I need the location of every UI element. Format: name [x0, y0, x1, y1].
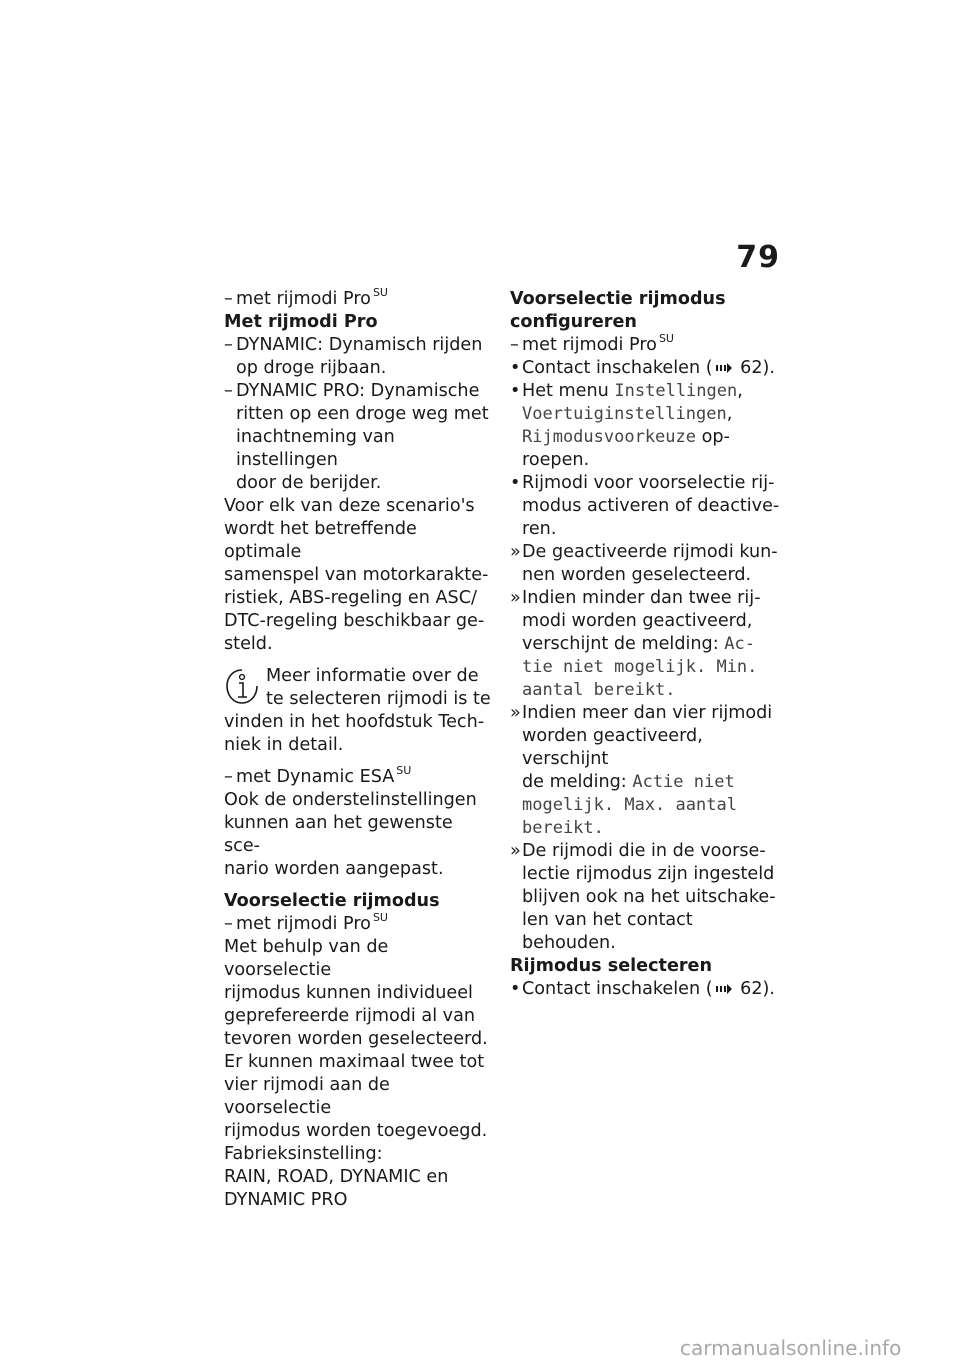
info-icon — [224, 667, 260, 707]
rijmodi-pro-condition-right: – met rijmodi Pro $^{SU}$ — [510, 334, 785, 357]
right-column — [510, 288, 785, 1001]
heading-voorselectie: Voorselectie rijmodus — [224, 891, 440, 911]
page-number: 79 — [736, 240, 780, 275]
voorselectie-paragraph: Met behulp van de voorselectie rijmodus kunnen individueel geprefereerde rijmodi al van tevoren worden geselecteerd. Er kunnen maximaal twee tot vier rijmodi aan de voorselectie rijmodus worden toegevoegd. Fabrieksinstelling: RAIN, ROAD, DYNAMIC en DYNAMIC PRO — [224, 937, 488, 1210]
rijmodi-pro-condition-2: – met rijmodi Pro $^{SU}$ — [224, 913, 492, 936]
heading-met-rijmodi-pro: Met rijmodi Pro — [224, 312, 378, 332]
esa-condition: – met Dynamic ESA $^{SU}$ — [224, 766, 492, 789]
result-retained: » De rijmodi die in de voorse- lectie rijmodus zijn ingesteld blijven ook na het uitschake- len van het contact behouden. — [510, 840, 785, 955]
scenario-paragraph: Voor elk van deze scenario's wordt het betreffende optimale samenspel van motorkarakte- ristiek, ABS-regeling en ASC/ DTC-regeling beschikbaar ge- steld. — [224, 496, 489, 654]
dynamic-item: – DYNAMIC: Dynamisch rijden op droge rijbaan. — [224, 334, 492, 380]
rijmodi-pro-condition: – met rijmodi Pro $^{SU}$ — [224, 288, 492, 311]
info-note: Meer informatie over de te selecteren rijmodi is te vinden in het hoofdstuk Tech- niek in detail. — [224, 666, 491, 755]
result-selectable: » De geactiveerde rijmodi kun- nen worden geselecteerd. — [510, 541, 785, 587]
result-min-message: » Indien minder dan twee rij- modi worden geactiveerd, verschijnt de melding: Ac- tie niet mogelijk. Min. aantal bereikt. — [510, 587, 785, 702]
step-contact-on: • Contact inschakelen ( 62). — [510, 357, 785, 380]
step-contact-on-2: • Contact inschakelen ( 62). — [510, 978, 785, 1001]
left-column — [224, 288, 492, 1212]
heading-rijmodus-selecteren: Rijmodus selecteren — [510, 956, 713, 976]
step-activate-modes: • Rijmodi voor voorselectie rij- modus activeren of deactive- ren. — [510, 472, 785, 541]
page-reference-arrow-icon — [715, 362, 733, 374]
esa-paragraph: Ook de onderstelinstellingen kunnen aan het gewenste sce- nario worden aangepast. — [224, 790, 477, 879]
step-open-menu: • Het menu Instellingen, Voertuiginstellingen, Rijmodusvoorkeuze op- roepen. — [510, 380, 785, 472]
dynamic-pro-item: – DYNAMIC PRO: Dynamische ritten op een droge weg met inachtneming van instellingen door de berijder. — [224, 380, 492, 495]
heading-configureren: Voorselectie rijmodus configureren — [510, 289, 726, 332]
page-reference-arrow-icon — [715, 983, 733, 995]
watermark: carmanualsonline.info — [680, 1336, 902, 1360]
result-max-message: » Indien meer dan vier rijmodi worden geactiveerd, verschijnt de melding: Actie niet mogelijk. Max. aantal bereikt. — [510, 702, 785, 840]
